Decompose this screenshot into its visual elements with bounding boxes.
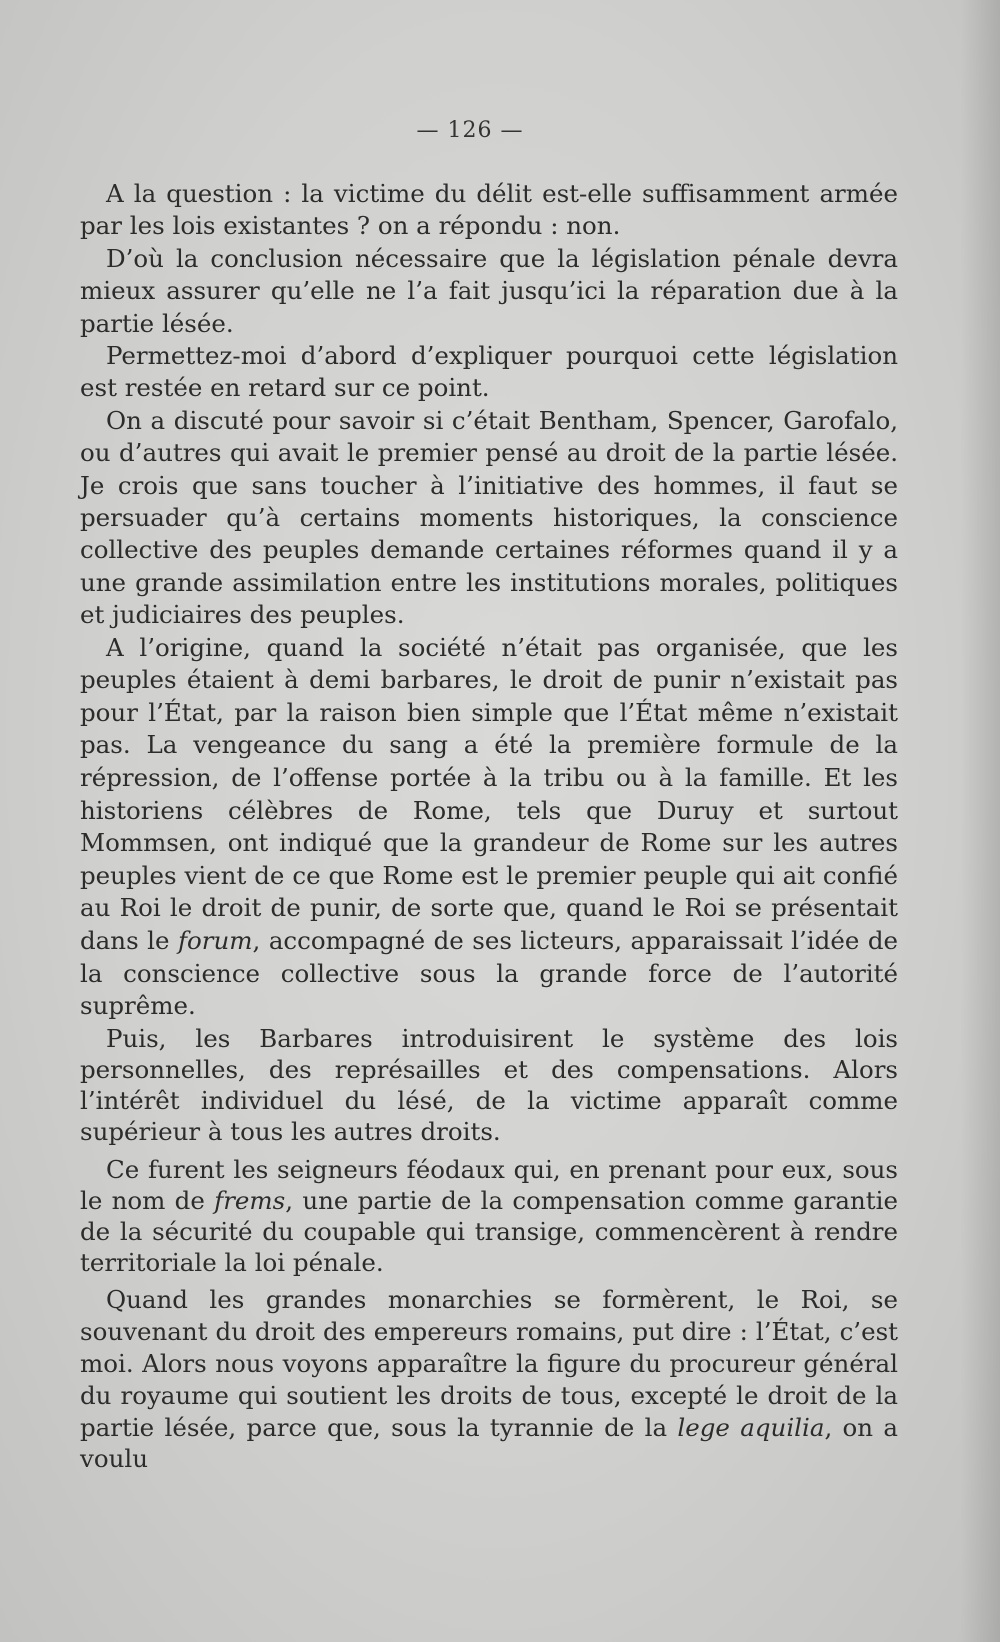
paragraph-7-text-after: , une partie de la compensation comme garantie de la sécurité du coupable qui transige, commencèrent à rendre territoriale la loi pénale. <box>80 1185 898 1278</box>
paragraph-5-italic: forum <box>177 926 253 956</box>
paragraph-8-text-after: , on a voulu <box>80 1412 899 1474</box>
body-text <box>80 178 898 1475</box>
paragraph-5-text-after: , accompagné de ses licteurs, apparaissait l’idée de la conscience collective sous la grande force de l’autorité suprême. <box>80 926 898 1021</box>
paragraph-7-text-before: Ce furent les seigneurs féodaux qui, en prenant pour eux, sous le nom de <box>80 1154 898 1215</box>
paragraph-2: D’où la conclusion nécessaire que la législation pénale devra mieux assurer qu’elle ne l’a fait jusqu’ici la réparation due à la partie lésée. <box>80 243 898 338</box>
paragraph-5-text-before: A l’origine, quand la société n’était pas organisée, que les peuples étaient à demi barbares, le droit de punir n’existait pas pour l’État, par la raison bien simple que l’État même n’existait pas. La vengeance du sang a été la première formule de la répression, de l’offense portée à la tribu ou à la famille. Et les historiens célèbres de Rome, tels que Duruy et surtout Mommsen, ont indiqué que la grandeur de Rome sur les autres peuples vient de ce que Rome est le premier peuple qui ait confié au Roi le droit de punir, de sorte que, quand le Roi se présentait dans le <box>80 632 898 956</box>
paragraph-3: Permettez-moi d’abord d’expliquer pourquoi cette législation est restée en retard sur ce point. <box>80 341 898 403</box>
paragraph-7-italic: frems <box>214 1185 286 1215</box>
page-number: — 126 — <box>416 118 524 143</box>
paragraph-8-text-before: Quand les grandes monarchies se formèrent, le Roi, se souvenant du droit des empereurs romains, put dire : l’État, c’est moi. Alors nous voyons apparaître la figure du procureur général du royaume qui soutient les droits de tous, excepté le droit de la partie lésée, parce que, sous la tyrannie de la <box>80 1285 898 1442</box>
paragraph-6: Puis, les Barbares introduisirent le système des lois personnelles, des représailles et des compensations. Alors l’intérêt individuel du lésé, de la victime apparaît comme supérieur à tous les autres droits. <box>80 1023 898 1147</box>
paragraph-8 <box>80 1284 898 1475</box>
paragraph-5 <box>80 632 898 1023</box>
page-edge-shadow <box>960 0 1000 1642</box>
paragraph-1: A la question : la victime du délit est-elle suffisamment armée par les lois existantes ? on a répondu : non. <box>80 179 898 241</box>
paragraph-7 <box>80 1154 898 1279</box>
paragraph-8-italic: lege aquilia <box>677 1412 825 1442</box>
paragraph-4: On a discuté pour savoir si c’était Bentham, Spencer, Garofalo, ou d’autres qui avait le premier pensé au droit de la partie lésée. Je crois que sans toucher à l’initiative des hommes, il faut se persuader qu’à certains moments historiques, la conscience collective des peuples demande certaines réformes quand il y a une grande assimilation entre les institutions morales, politiques et judiciaires des peuples. <box>80 405 898 630</box>
